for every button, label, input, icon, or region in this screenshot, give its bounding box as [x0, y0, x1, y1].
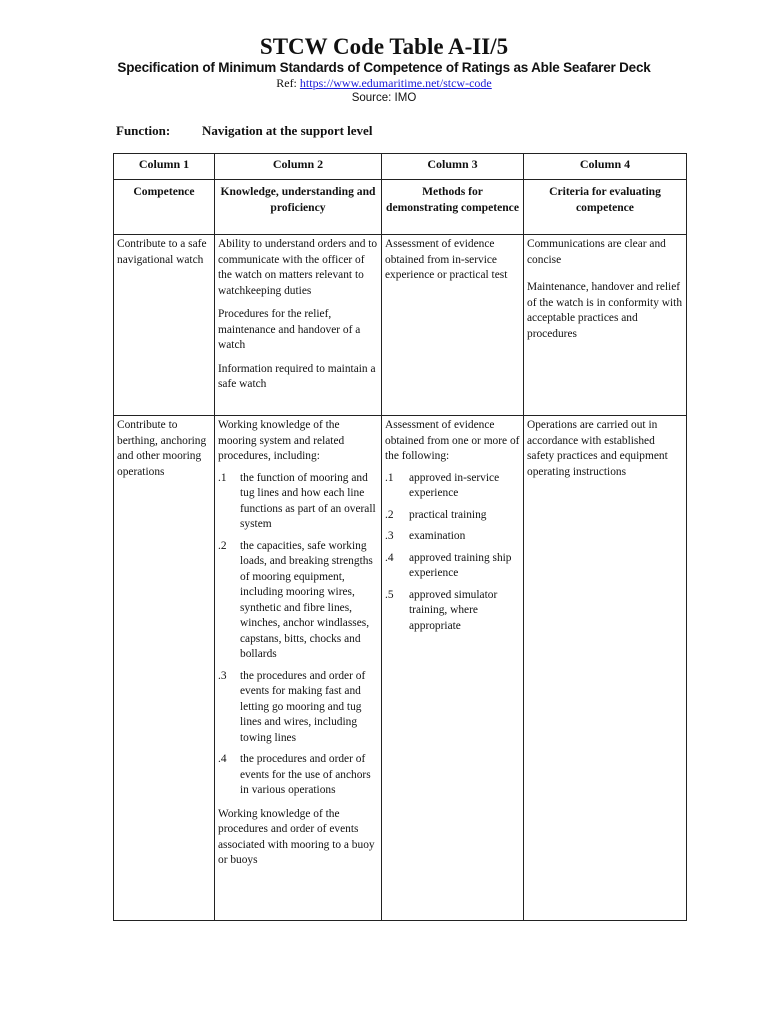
function-value: Navigation at the support level	[202, 123, 373, 138]
column-number: Column 2	[215, 154, 382, 180]
list-item	[385, 529, 520, 545]
knowledge-cell	[215, 416, 382, 921]
document-title: STCW Code Table A-II/5	[259, 34, 509, 59]
item-text: approved in-service experience	[409, 471, 500, 499]
knowledge-paragraph: Procedures for the relief, maintenance and handover of a watch	[218, 308, 361, 351]
list-item	[385, 588, 520, 635]
knowledge-cell	[215, 235, 382, 416]
reference-line	[0, 76, 768, 91]
criteria-cell	[524, 235, 687, 416]
item-text: examination	[409, 530, 466, 542]
methods-cell: Assessment of evidence obtained from in-service experience or practical test	[382, 235, 524, 416]
list-item	[385, 551, 520, 582]
competence-cell: Contribute to berthing, anchoring and other mooring operations	[114, 416, 215, 921]
item-number: .5	[385, 588, 394, 601]
item-number: .4	[218, 753, 227, 765]
column-number-row	[114, 154, 687, 180]
column-heading: Methods for demonstrating competence	[382, 180, 524, 235]
criteria-cell: Operations are carried out in accordance with established safety practices and equipment operating instructions	[524, 416, 687, 921]
document-subtitle: Specification of Minimum Standards of Competence of Ratings as Able Seafarer Deck	[117, 60, 651, 75]
function-line	[116, 123, 373, 139]
knowledge-intro: Working knowledge of the mooring system and related procedures, including:	[218, 419, 345, 462]
item-number: .1	[385, 471, 394, 484]
methods-intro: Assessment of evidence obtained from one or more of the following:	[385, 419, 520, 462]
source-line: Source: IMO	[351, 92, 417, 104]
column-heading: Criteria for evaluating competence	[524, 180, 687, 235]
column-heading: Knowledge, understanding and proficiency	[215, 180, 382, 235]
item-text: practical training	[409, 508, 487, 521]
item-text: approved simulator training, where appropriate	[409, 588, 498, 632]
knowledge-paragraph: Ability to understand orders and to communicate with the officer of the watch on matters relevant to watchkeeping duties	[218, 238, 378, 297]
list-item	[385, 508, 520, 524]
list-item	[218, 752, 378, 799]
criteria-paragraph: Maintenance, handover and relief of the watch is in conformity with acceptable practices and procedures	[527, 281, 683, 340]
criteria-paragraph: Communications are clear and concise	[527, 238, 666, 266]
list-item	[218, 669, 378, 747]
methods-cell	[382, 416, 524, 921]
list-item	[218, 539, 378, 663]
competence-table	[113, 153, 687, 921]
item-text: the procedures and order of events for the use of anchors in various operations	[240, 753, 371, 796]
column-heading-row	[114, 180, 687, 235]
competence-cell: Contribute to a safe navigational watch	[114, 235, 215, 416]
item-number: .1	[218, 471, 227, 484]
function-label: Function:	[116, 123, 171, 138]
item-number: .2	[385, 508, 394, 521]
knowledge-outro: Working knowledge of the procedures and order of events associated with mooring to a buoy or buoys	[218, 807, 375, 866]
item-text: approved training ship experience	[409, 551, 512, 579]
item-text: the procedures and order of events for making fast and letting go mooring and tug lines and wires, including towing lines	[240, 669, 366, 744]
knowledge-paragraph: Information required to maintain a safe watch	[218, 362, 376, 390]
table-row	[114, 235, 687, 416]
item-text: the capacities, safe working loads, and breaking strengths of mooring equipment, including mooring wires, synthetic and fibre lines, winches, anchor windlasses, capstans, bitts, chocks and bollards	[240, 539, 373, 660]
column-number: Column 4	[524, 154, 687, 180]
reference-link[interactable]: https://www.edumaritime.net/stcw-code	[299, 76, 492, 90]
item-number: .2	[218, 539, 227, 552]
column-number: Column 3	[382, 154, 524, 180]
table-row	[114, 416, 687, 921]
ref-label: Ref:	[276, 76, 300, 90]
list-item	[218, 471, 378, 533]
item-text: the function of mooring and tug lines and how each line functions as part of an overall system	[240, 471, 376, 530]
list-item	[385, 471, 520, 502]
column-heading: Competence	[114, 180, 215, 235]
item-number: .3	[385, 530, 394, 542]
column-number: Column 1	[114, 154, 215, 180]
item-number: .3	[218, 669, 227, 682]
item-number: .4	[385, 551, 394, 564]
